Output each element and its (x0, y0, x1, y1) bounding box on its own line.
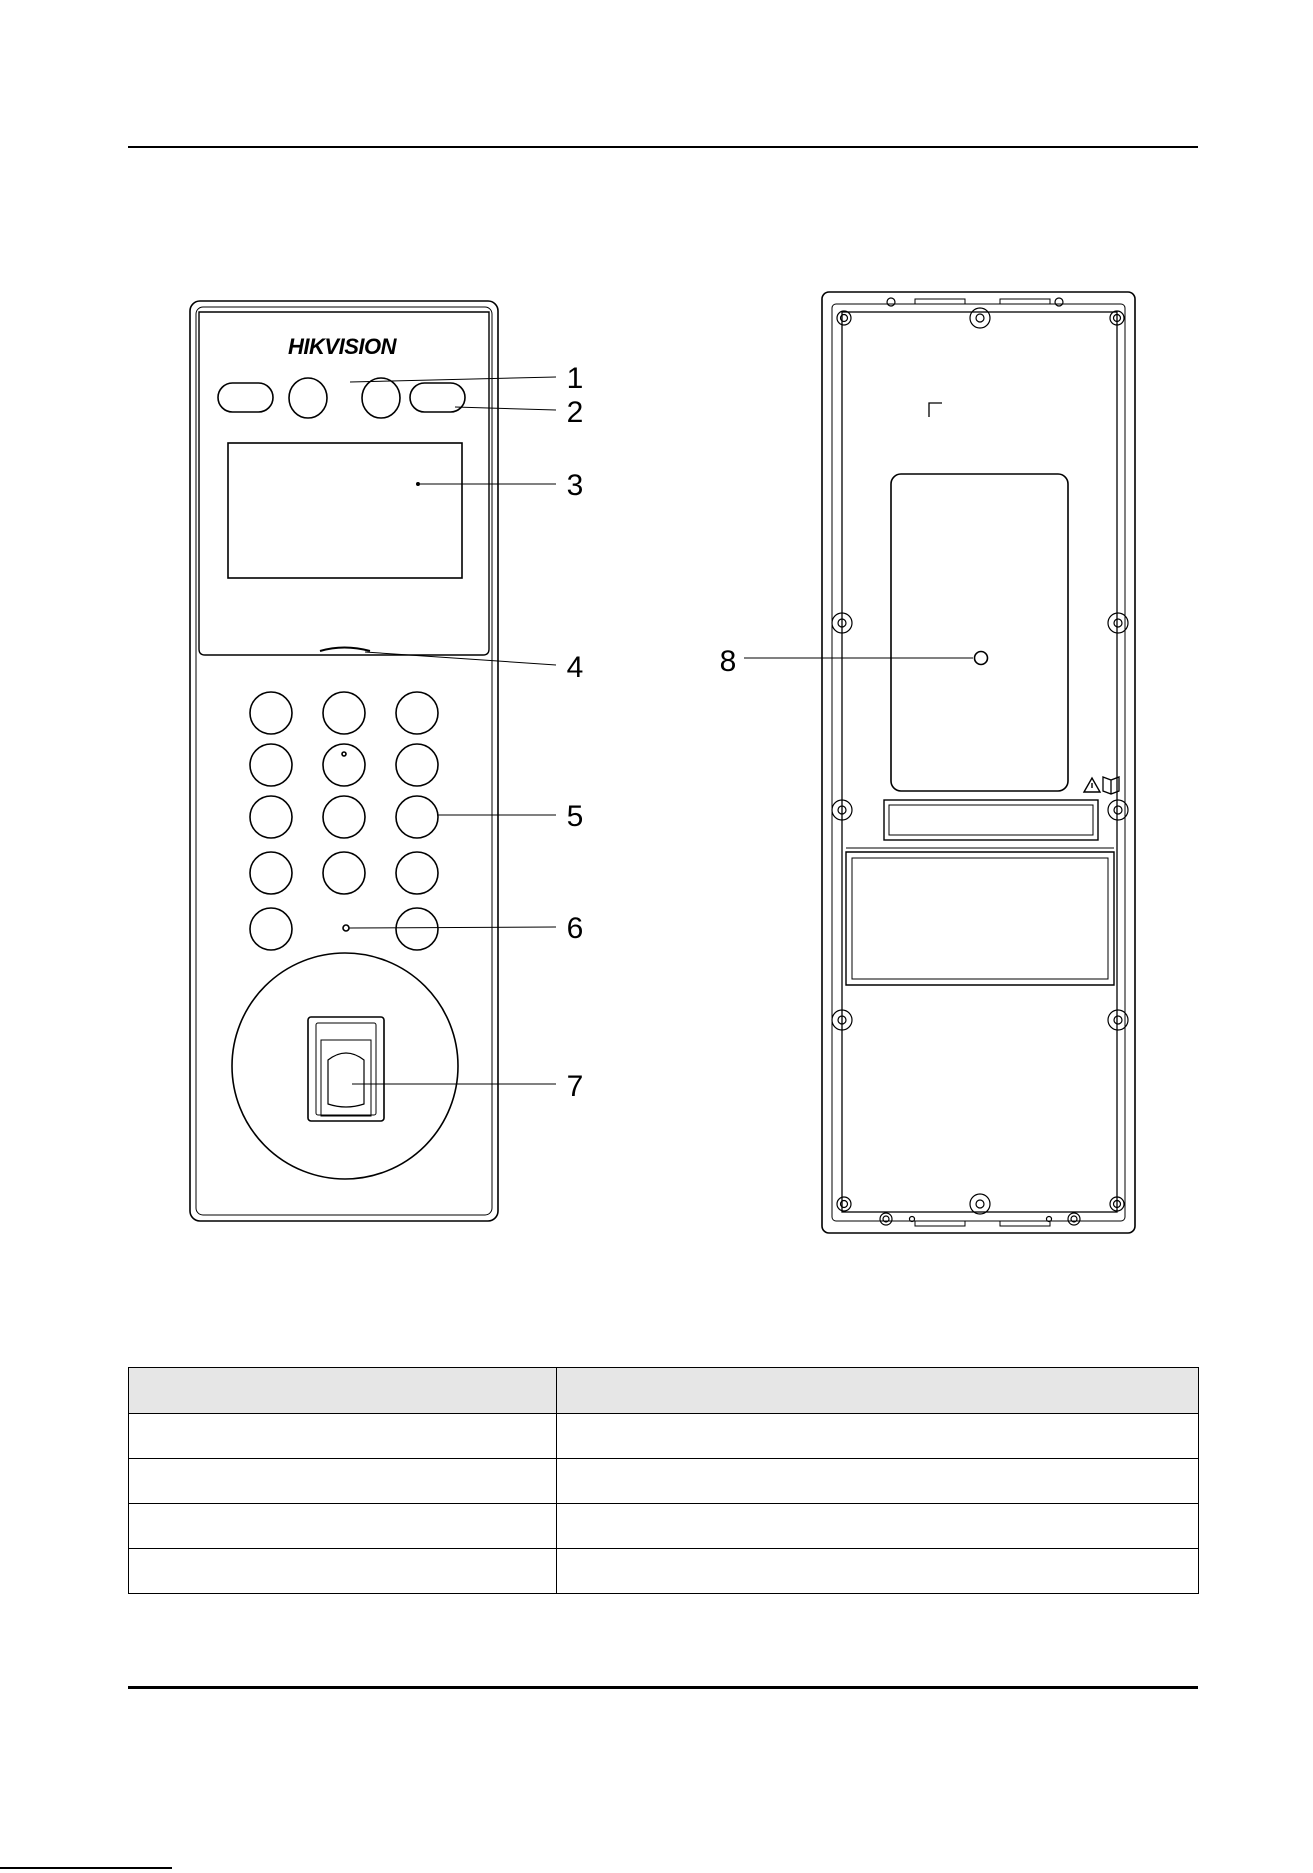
brand-logo: HIKVISION (288, 334, 396, 359)
keypad-key (323, 744, 365, 786)
display-center-dot (417, 483, 419, 485)
callout-3: 3 (566, 469, 584, 502)
table-cell (557, 1549, 1199, 1594)
table-row (129, 1549, 1199, 1594)
keypad-key (396, 744, 438, 786)
keypad-key (396, 796, 438, 838)
rear-panel-rim (832, 304, 1125, 1221)
table-cell (129, 1459, 557, 1504)
keypad-key (250, 692, 292, 734)
card-reading-indicator (320, 648, 370, 652)
table-header-row (129, 1368, 1199, 1414)
callout-8: 8 (719, 645, 737, 678)
fingerprint-bezel (316, 1023, 376, 1115)
corner-mark (929, 403, 942, 417)
callout-7: 7 (566, 1070, 584, 1103)
rear-panel-cavity (842, 312, 1117, 1212)
keypad-key (396, 908, 438, 950)
table-row (129, 1459, 1199, 1504)
fingerprint-surround (232, 953, 458, 1179)
table-cell (129, 1414, 557, 1459)
footer-rule (128, 1686, 1198, 1689)
rear-view (720, 292, 1135, 1233)
rear-panel-outline (822, 292, 1135, 1233)
keypad-key (323, 796, 365, 838)
table-row (129, 1504, 1199, 1549)
callout-1: 1 (566, 362, 584, 395)
camera-left (289, 378, 327, 418)
callout-4: 4 (566, 651, 584, 684)
keypad-key (250, 744, 292, 786)
component-table (128, 1367, 1199, 1594)
connector-slot (884, 800, 1098, 840)
keypad-key (396, 692, 438, 734)
rear-center-hole (975, 652, 988, 665)
keypad-key (323, 852, 365, 894)
callout-2: 2 (566, 396, 584, 429)
mounting-screws (832, 298, 1128, 1225)
callout-5: 5 (566, 800, 584, 833)
ir-light-right (410, 383, 465, 412)
callout-line-4 (365, 652, 556, 665)
rear-recess (891, 474, 1068, 791)
callout-line-6 (349, 927, 556, 928)
lower-compartment-inner (852, 858, 1108, 979)
microphone-hole (343, 925, 349, 931)
keypad-key (250, 908, 292, 950)
key-5-dot (342, 752, 346, 756)
table-cell (129, 1504, 557, 1549)
table-row (129, 1414, 1199, 1459)
keypad-key (396, 852, 438, 894)
camera-right (362, 378, 400, 418)
front-view (190, 301, 583, 1221)
table-header-description (557, 1368, 1199, 1414)
fingerprint-sensor (328, 1053, 364, 1107)
ir-light-left (218, 383, 273, 412)
table-cell (557, 1459, 1199, 1504)
connector-slot-inner (889, 805, 1093, 835)
callout-6: 6 (566, 912, 584, 945)
table-header-no (129, 1368, 557, 1414)
lower-compartment (846, 852, 1114, 985)
keypad-key (323, 692, 365, 734)
table-cell (557, 1414, 1199, 1459)
table-cell (557, 1504, 1199, 1549)
rear-top-notches (915, 299, 1050, 304)
fingerprint-module (308, 1017, 384, 1121)
display-screen (228, 443, 462, 578)
keypad (250, 692, 438, 950)
table-cell (129, 1549, 557, 1594)
keypad-key (250, 852, 292, 894)
callout-line-2 (455, 407, 556, 410)
keypad-key (250, 796, 292, 838)
front-panel-outline (190, 301, 498, 1221)
rear-bottom-notches (915, 1221, 1050, 1226)
page-bottom-rule (0, 1867, 172, 1869)
